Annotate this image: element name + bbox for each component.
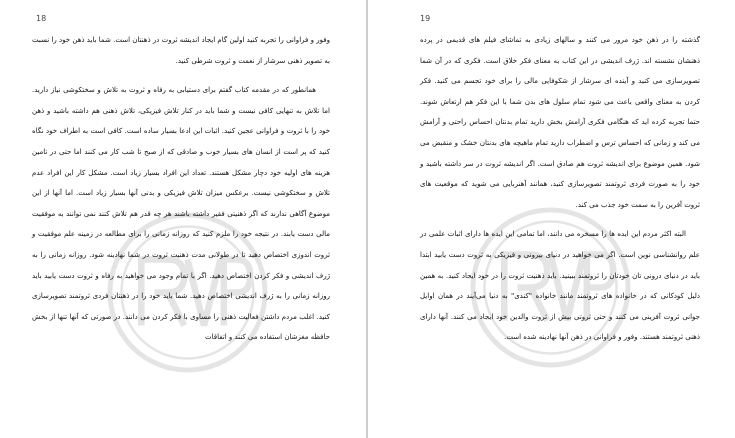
page-right-body (420, 30, 700, 348)
page-left (0, 0, 367, 438)
page-right (368, 0, 735, 438)
page-number-left: 18 (36, 14, 47, 23)
paragraph: همانطور که در مقدمه کتاب گفتم برای دستیابی به رفاه و ثروت به تلاش و سختکوشی نیاز دارید. اما تلاش به تنهایی کافی نیست و شما باید در کنار تلاش فیزیکی، تلاش ذهنی هم داشته باشید و ذهن خود را با ثروت و فراوانی عجین کنید. اثبات این ادعا بسیار ساده است. کافی است به اطراف خود نگاه کنید که پر است از انسان های بسیار خوب و صادقی که از صبح تا شب کار می کنند اما حتی در تامین هزینه های اولیه خود دچار مشکل هستند. تعداد این افراد بسیار زیاد است. مشکل کار این افراد عدم تلاش و سختکوشی نیست. برعکس میزان تلاش فیزیکی و بدنی آنها بسیار زیاد است. اما آنها از این موضوع آگاهی ندارند که اگر ذهنیتی فقیر داشته باشند هر چه قدر هم تلاش کنند نمی توانند به موفقیت مالی دست یابند. در نتیجه خود را ملزم کنید که روزانه زمانی را برای مطالعه در زمینه علم موفقیت و ثروت اندوزی اختصاص دهید تا در طولانی مدت ذهنیت ثروت در شما نهادینه شود. روزانه زمانی را به ژرف اندیشی و فکر کردن اختصاص دهید. اگر با تمام وجود می خواهید به رفاه و ثروت دست یابید باید روزانه زمانی را به ژرف اندیشی اختصاص دهید. شما باید خود را در ذهنتان فردی ثروتمند تصویرسازی کنید. اغلب مردم داشتن فعالیت ذهنی را مساوی با فکر کردن می دانند. در صورتی که آنها تنها از بخش حافظه مغزشان استفاده می کنند و اتفاقات (32, 86, 330, 342)
paragraph: البته اکثر مردم این ایده ها را مسخره می دانند، اما تمامی این ایده ها دارای اثبات علمی در علم روانشناسی نوین است. اگر می خواهید در دنیای بیرونی و فیزیکی به ثروت دست یابید ابتدا باید در دنیای درونی تان خودتان را ثروتمند ببینید. باید ذهنیت ثروت را در خود ایجاد کنید. به همین دلیل کودکانی که در خانواده های ثروتمند مانند خانواده "کندی" به دنیا می‌آیند در همان اوایل جوانی ثروت آفرینی می کنند و حتی ثروتی بیش از ثروت والدین خود ایجاد می کنند. آنها دارای ذهنی ثروتمند هستند. وفور و فراوانی در ذهن آنها نهادینه شده است. (420, 230, 700, 342)
page-number-right: 19 (420, 14, 431, 23)
paragraph: وفور و فراوانی را تجربه کنید اولین گام ایجاد اندیشه ثروت در ذهنتان است. شما باید ذهن خود را نسبت به تصویر ذهنی سرشار از نعمت و ثروت شرطی کنید. (32, 36, 330, 65)
page-left-body (32, 30, 330, 348)
paragraph: گذشته را در ذهن خود مرور می کنند و سالهای زیادی به تماشای فیلم های قدیمی در پرده ذهنشان نشسته اند. ژرف اندیشی در این کتاب به معنای فکر خلاق است. فکری که در آن شما تصویرسازی می کنید و آینده ای سرشار از شکوفایی مالی را برای خود تجسم می کنید. فکر کردن به معنای واقعی باعث می شود تمام سلول های بدن شما با این فکر هم ارتعاش شوند. حتما تجربه کرده اید که هنگامی فکری آرامش بخش دارید تمام بدنتان احساس راحتی و آرامش می کند و زمانی که احساس ترس و اضطراب دارید تمام ماهیچه های بدنتان خشک و منقبض می شود. همین موضوع برای اندیشه ثروت هم صادق است. اگر اندیشه ثروت در سر داشته باشید و خود را به صورت فردی ثروتمند تصویرسازی کنید، همانند آهنربایی می شوید که موقعیت های ثروت آفرین را به سمت خود جذب می کند. (420, 36, 700, 209)
